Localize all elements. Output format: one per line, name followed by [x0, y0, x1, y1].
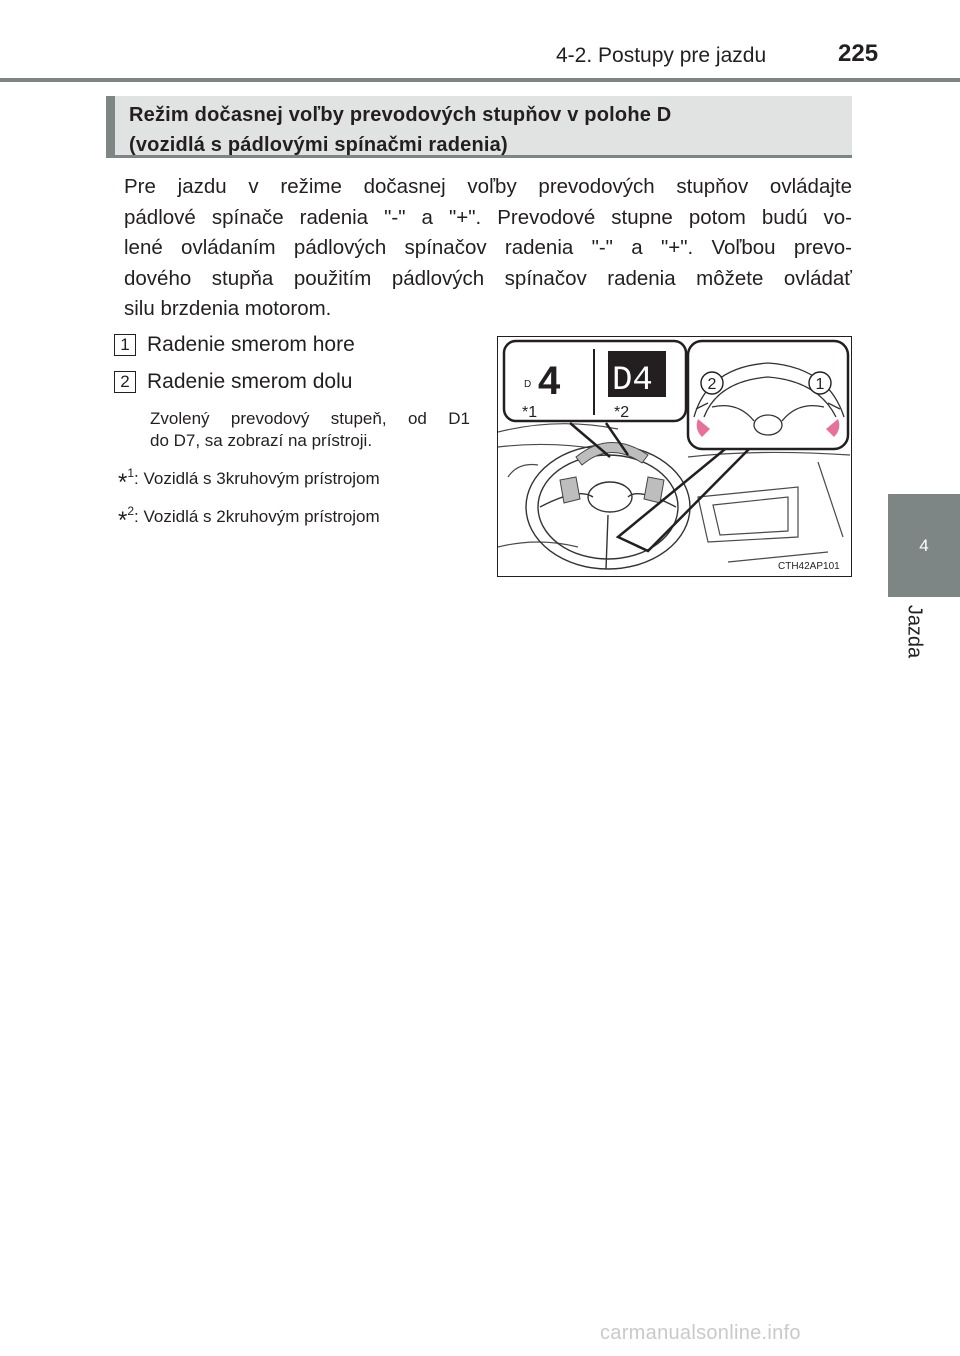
watermark: carmanualsonline.info: [600, 1322, 801, 1344]
intro-line: Pre jazdu v režime dočasnej voľby prevodových stupňov ovládajte: [124, 175, 852, 198]
footnote-2: [118, 500, 380, 532]
intro-line: pádlové spínače radenia "-" a "+". Prevodové stupne potom budú vo-: [124, 205, 852, 229]
chapter-label: Jazda: [903, 604, 926, 659]
footnote-star: *: [118, 469, 128, 496]
section-heading-line1: Režim dočasnej voľby prevodových stupňov v polohe D: [129, 104, 672, 126]
intro-line: silu brzdenia motorom.: [124, 297, 332, 320]
display1-small-text: D: [524, 379, 532, 390]
callout-1-label: 1: [815, 376, 825, 393]
paddle-shift-illustration: [497, 336, 852, 577]
steering-wheel: [526, 445, 690, 569]
figure-code: CTH42AP101: [778, 561, 840, 572]
section-heading-line2: (vozidlá s pádlovými spínačmi radenia): [129, 134, 508, 156]
intro-paragraph: [124, 172, 852, 325]
header-title: 4-2. Postupy pre jazdu: [556, 44, 767, 67]
header-rule: [0, 78, 960, 82]
section-heading: [106, 96, 852, 158]
footnote-sup: 1: [127, 466, 135, 480]
chapter-label-box: [898, 606, 928, 666]
intro-line: dového stupňa použitím pádlových spínačov radenia môžete ovládať: [124, 266, 852, 290]
footnote-sup: 2: [127, 504, 135, 518]
note-line: Zvolený prevodový stupeň, od D1: [150, 409, 470, 428]
item-label: Radenie smerom hore: [147, 333, 355, 356]
display1-marker: *1: [522, 404, 538, 421]
intro-line: lené ovládaním pádlových spínačov radenia "-" a "+". Voľbou prevo-: [124, 236, 852, 259]
footnote-1: [118, 462, 380, 494]
item-number-box: 1: [114, 334, 136, 356]
illustration-svg: [498, 337, 850, 575]
display2-text: D4: [612, 362, 653, 400]
list-item-upshift: [114, 332, 355, 358]
footnote-text: : Vozidlá s 3kruhovým prístrojom: [134, 469, 380, 488]
chapter-tab: [888, 494, 960, 597]
paddle-right-icon: [644, 477, 664, 503]
instrument-cluster: [576, 442, 648, 465]
callout-2-label: 2: [707, 376, 717, 393]
display1-digit: 4: [538, 359, 561, 403]
chapter-number: 4: [919, 536, 929, 555]
list-item-downshift: [114, 369, 352, 395]
wheel-bubble: [688, 341, 848, 449]
display2-marker: *2: [614, 404, 630, 421]
footnote-star: *: [118, 507, 128, 534]
item-number-box: 2: [114, 371, 136, 393]
item-label: Radenie smerom dolu: [147, 370, 353, 393]
paddle-left-icon: [560, 477, 580, 503]
note-line: do D7, sa zobrazí na prístroji.: [150, 431, 373, 450]
page-number: 225: [838, 40, 879, 67]
gear-note: [150, 408, 470, 452]
footnote-text: : Vozidlá s 2kruhovým prístrojom: [134, 507, 380, 526]
